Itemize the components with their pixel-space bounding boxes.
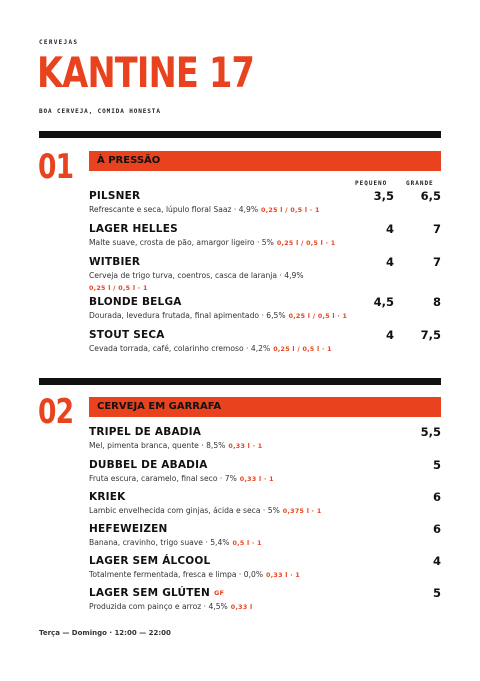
item-name: LAGER HELLES [89,223,178,235]
column-header-small: PEQUENO [355,180,388,187]
item-name: BLONDE BELGA [89,296,182,308]
item-price-small: 3,5 [373,189,394,203]
item-name: HEFEWEIZEN [89,523,168,535]
item-description: Mel, pimenta branca, quente · 8,5% 0,33 l · 1 [89,441,263,450]
section-divider [39,378,441,385]
item-description: Refrescante e seca, lúpulo floral Saaz · 4,9% 0,25 l / 0,5 l · 1 [89,205,320,214]
opening-hours: Terça — Domingo · 12:00 — 22:00 [39,629,171,637]
item-name: DUBBEL DE ABADIA [89,459,208,471]
section-number: 02 [38,392,74,432]
menu-item [89,554,441,582]
menu-item [89,189,441,217]
menu-item [89,458,441,486]
item-price: 6 [432,522,441,536]
section-title: À PRESSÃO [97,155,161,166]
menu-item [89,425,441,453]
brand-title: KANTINE 17 [37,48,255,97]
gluten-free-badge: GF [213,589,225,597]
item-size: 0,25 l / 0,5 l · 1 [276,240,336,247]
item-description: Dourada, levedura frutada, final apimentado · 6,5% 0,25 l / 0,5 l · 1 [89,311,348,320]
menu-item [89,328,441,356]
item-price-small: 4 [385,255,394,269]
item-description: Malte suave, crosta de pão, amargor ligeiro · 5% 0,25 l / 0,5 l · 1 [89,238,336,247]
brand-tagline: BOA CERVEJA, COMIDA HONESTA [39,108,161,115]
item-price-large: 8 [432,295,441,309]
menu-item [89,586,441,614]
menu-item [89,255,441,295]
item-price: 5,5 [420,425,441,439]
menu-item [89,222,441,250]
item-name: LAGER SEM ÁLCOOL [89,555,211,567]
section-header-bar [89,151,441,171]
item-price: 4 [432,554,441,568]
section-divider [39,131,441,138]
section-number: 01 [38,147,74,187]
item-name: WITBIER [89,256,141,268]
item-size: 0,33 l [230,604,253,611]
item-size: 0,25 l / 0,5 l · 1 [89,285,148,292]
item-price-large: 6,5 [420,189,441,203]
item-size: 0,33 l · 1 [228,443,263,450]
item-price-large: 7 [432,222,441,236]
item-size: 0,33 l · 1 [239,476,274,483]
item-name: KRIEK [89,491,126,503]
item-size: 0,25 l / 0,5 l · 1 [273,346,332,353]
item-size: 0,375 l · 1 [282,508,322,515]
item-price-small: 4,5 [373,295,394,309]
item-name: PILSNER [89,190,141,202]
item-size: 0,25 l / 0,5 l · 1 [261,207,320,214]
section-title: CERVEJA EM GARRAFA [97,401,222,412]
item-price: 5 [432,458,441,472]
item-description: Banana, cravinho, trigo suave · 5,4% 0,5 l · 1 [89,538,262,547]
item-price: 5 [432,586,441,600]
item-description: Produzida com painço e arroz · 4,5% 0,33 l [89,602,253,611]
item-price-small: 4 [385,328,394,342]
item-size: 0,33 l · 1 [266,572,301,579]
item-price-small: 4 [385,222,394,236]
item-description: Fruta escura, caramelo, final seco · 7% 0,33 l · 1 [89,474,274,483]
menu-item [89,490,441,518]
column-header-large: GRANDE [406,180,434,187]
item-size: 0,5 l · 1 [232,540,262,547]
item-description: Cerveja de trigo turva, coentros, casca de laranja · 4,9% 0,25 l / 0,5 l · 1 [89,271,304,292]
item-size: 0,25 l / 0,5 l · 1 [288,313,348,320]
item-description: Cevada torrada, café, colarinho cremoso · 4,2% 0,25 l / 0,5 l · 1 [89,344,332,353]
item-price-large: 7 [432,255,441,269]
menu-item [89,295,441,323]
item-description: Totalmente fermentada, fresca e limpa · 0,0% 0,33 l · 1 [89,570,301,579]
item-name: LAGER SEM GLÚTEN GF [89,587,225,599]
item-name: TRIPEL DE ABADIA [89,426,202,438]
item-price: 6 [432,490,441,504]
item-description: Lambic envelhecida com ginjas, ácida e seca · 5% 0,375 l · 1 [89,506,322,515]
menu-eyebrow: CERVEJAS [39,39,79,46]
menu-item [89,522,441,550]
section-header-bar [89,397,441,417]
item-name: STOUT SECA [89,329,165,341]
item-price-large: 7,5 [420,328,441,342]
